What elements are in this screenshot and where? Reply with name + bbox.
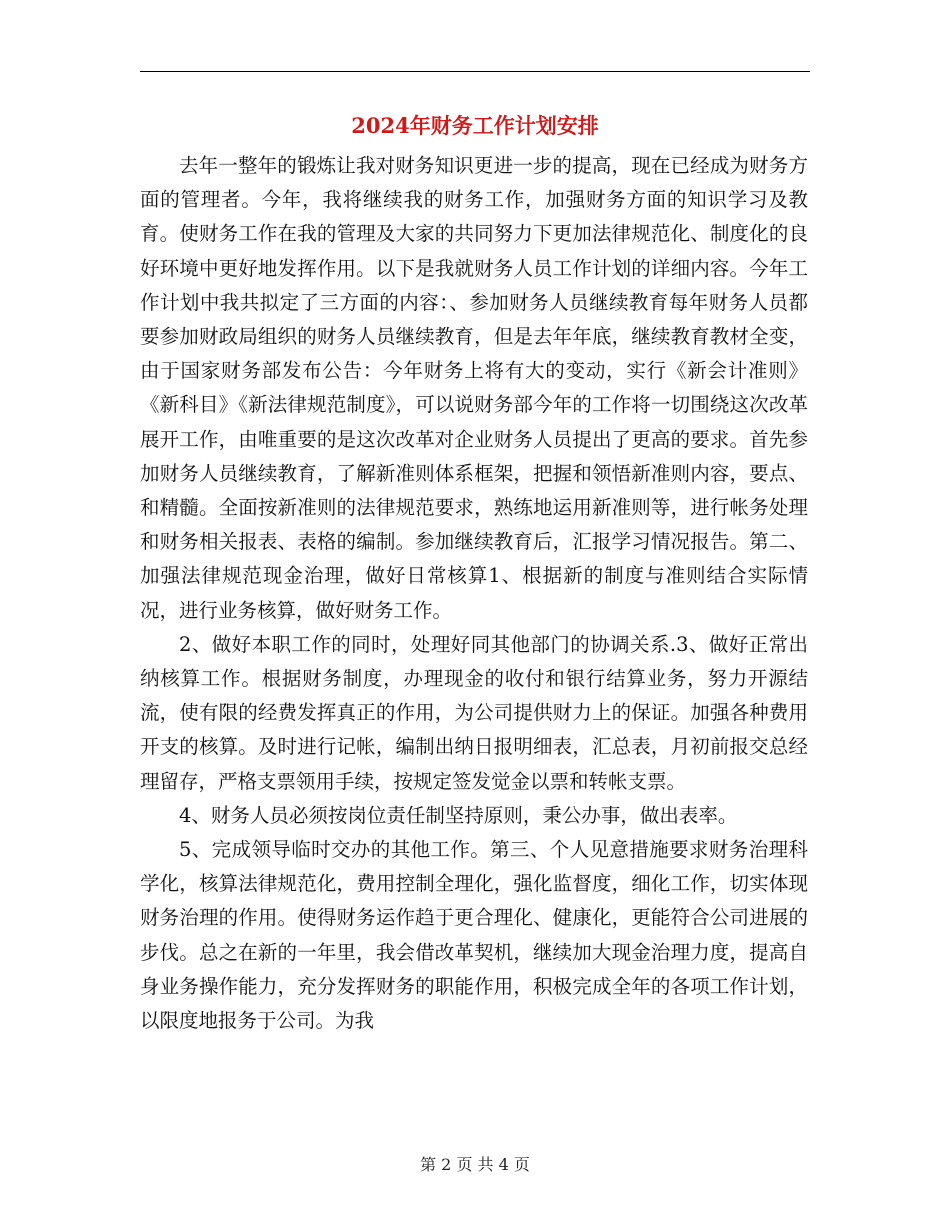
page-number-footer: 第 2 页 共 4 页: [420, 1155, 530, 1174]
document-body: [140, 149, 808, 1038]
paragraph-3: 4、财务人员必须按岗位责任制坚持原则，秉公办事，做出表率。: [179, 803, 738, 827]
header-rule: [140, 71, 810, 72]
paragraph-4: 5、完成领导临时交办的其他工作。第三、个人见意措施要求财务治理科学化，核算法律规范化，费用控制全理化，强化监督度，细化工作，切实体现财务治理的作用。使得财务运作趋于更合理化、健康化，更能符合公司进展的步伐。总之在新的一年里，我会借改革契机，继续加大现金治理力度，提高自身业务操作能力，充分发挥财务的职能作用，积极完成全年的各项工作计划，以限度地报务于公司。为我: [140, 838, 808, 1033]
document-title: 2024年财务工作计划安排: [351, 113, 599, 138]
paragraph-2: 2、做好本职工作的同时，处理好同其他部门的协调关系.3、做好正常出纳核算工作。根据财务制度，办理现金的收付和银行结算业务，努力开源结流，使有限的经费发挥真正的作用，为公司提供财力上的保证。加强各种费用开支的核算。及时进行记帐，编制出纳日报明细表，汇总表，月初前报交总经理留存，严格支票领用手续，按规定签发觉金以票和转帐支票。: [140, 632, 808, 793]
paragraph-1: 去年一整年的锻炼让我对财务知识更进一步的提高，现在已经成为财务方面的管理者。今年，我将继续我的财务工作，加强财务方面的知识学习及教育。使财务工作在我的管理及大家的共同努力下更加法律规范化、制度化的良好环境中更好地发挥作用。以下是我就财务人员工作计划的详细内容。今年工作计划中我共拟定了三方面的内容：、参加财务人员继续教育每年财务人员都要参加财政局组织的财务人员继续教育，但是去年年底，继续教育教材全变，由于国家财务部发布公告：今年财务上将有大的变动，实行《新会计准则》《新科目》《新法律规范制度》，可以说财务部今年的工作将一切围绕这次改革展开工作，由唯重要的是这次改革对企业财务人员提出了更高的要求。首先参加财务人员继续教育，了解新准则体系框架，把握和领悟新准则内容，要点、和精髓。全面按新准则的法律规范要求，熟练地运用新准则等，进行帐务处理和财务相关报表、表格的编制。参加继续教育后，汇报学习情况报告。第二、加强法律规范现金治理，做好日常核算1、根据新的制度与准则结合实际情况，进行业务核算，做好财务工作。: [140, 154, 808, 622]
